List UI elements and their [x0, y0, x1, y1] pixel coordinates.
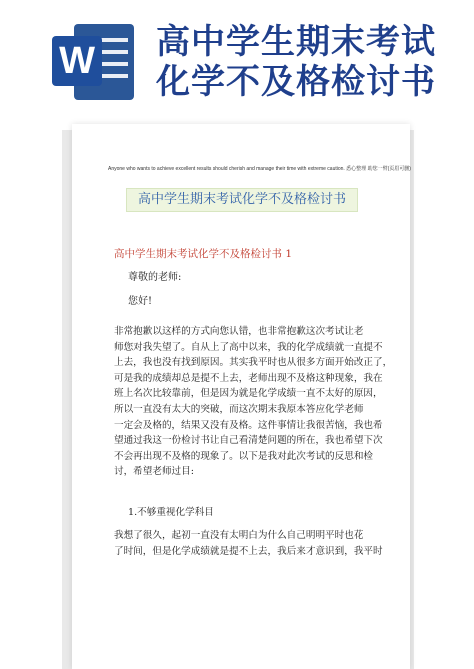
paragraph-line: 一定会及格的，结果又没有及格。这件事情让我很苦恼，我也希: [114, 419, 383, 431]
paragraph-line: 可是我的成绩却总是提不上去，老师出现不及格这种现象，我在: [114, 372, 383, 384]
paragraph-line: 班上名次比较靠前，但是因为就是化学成绩一直不太好的原因，: [114, 388, 383, 400]
paragraph-line: 了时间，但是化学成绩就是提不上去，我后来才意识到，我平时: [114, 546, 383, 557]
paragraph-line: 讨，希望老师过目:: [114, 466, 194, 478]
paragraph-1: [114, 324, 393, 480]
word-icon: [52, 22, 136, 102]
section-title: 高中学生期末考试化学不及格检讨书 1: [114, 248, 293, 260]
paragraph-line: 师您对我失望了。自从上了高中以来，我的化学成绩就一直提不: [114, 341, 383, 353]
paragraph-line: 不会再出现不及格的现象了。以下是我对此次考试的反思和检: [114, 450, 374, 462]
paragraph-line: 望通过我这一份检讨书让自己看清楚问题的所在，我也希望下次: [114, 435, 383, 447]
banner-title-line1: 高中学生期末考试: [156, 22, 436, 62]
banner-title-line2: 化学不及格检讨书: [156, 62, 436, 102]
document-title-box: [126, 188, 358, 212]
page-header-english: Anyone who wants to achieve excellent results should cherish and manage their time with extreme caution. 悉心整理 助您一臂(页眉可删): [108, 166, 411, 172]
paragraph-2: [114, 528, 383, 560]
greeting: 您好!: [128, 296, 153, 307]
paragraph-line: 我想了很久，起初一直没有太明白为什么自己明明平时也花: [114, 530, 364, 541]
subheading-1: 1.不够重视化学科目: [128, 507, 214, 518]
word-icon-letter: W: [52, 36, 102, 86]
paragraph-line: 非常抱歉以这样的方式向您认错，也非常抱歉这次考试让老: [114, 326, 364, 337]
paragraph-line: 上去，我也没有找到原因。其实我平时也从很多方面开始改正了，: [114, 357, 393, 369]
salutation: 尊敬的老师:: [128, 272, 182, 283]
paragraph-line: 所以一直没有太大的突破，而这次期末我原本答应化学老师: [114, 403, 364, 415]
document-page[interactable]: [72, 124, 410, 669]
document-title: 高中学生期末考试化学不及格检讨书: [137, 192, 346, 207]
banner: [0, 0, 474, 120]
